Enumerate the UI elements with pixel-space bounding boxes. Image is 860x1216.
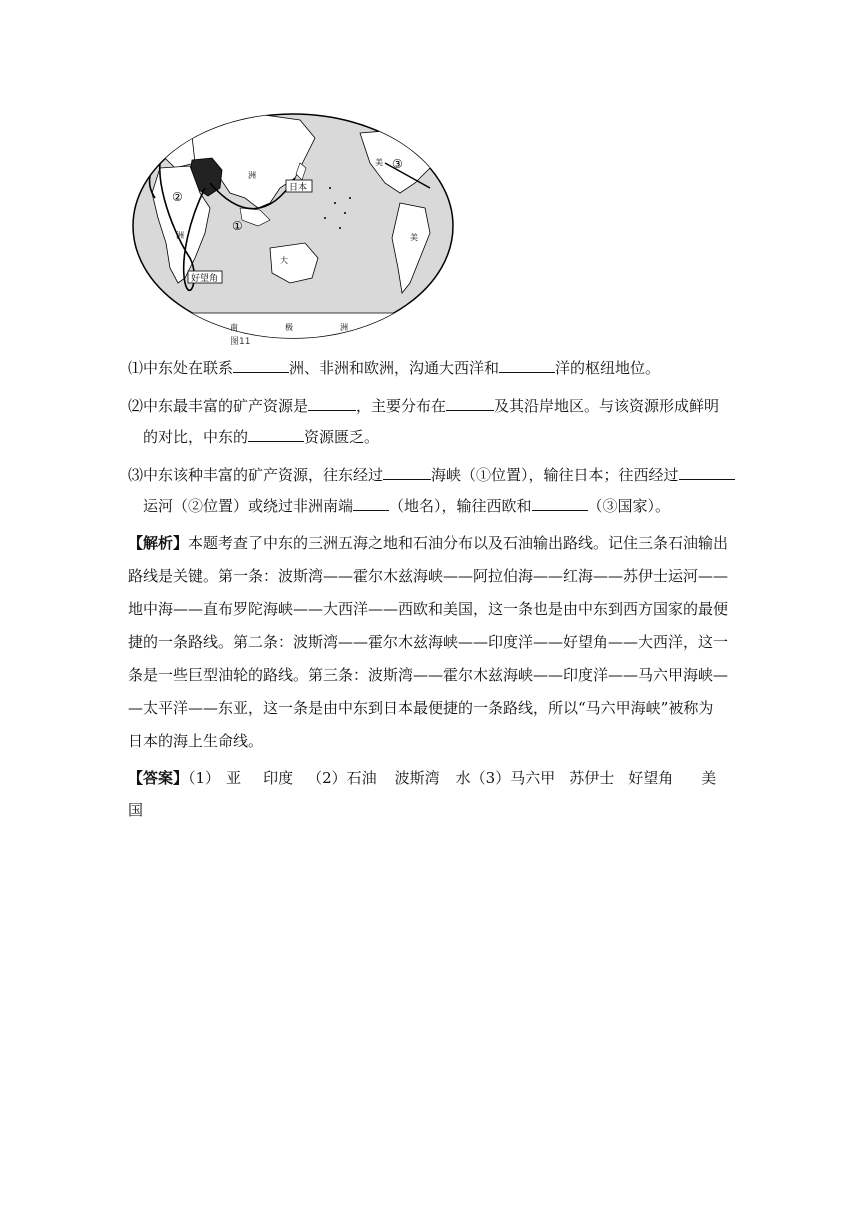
q1-blank-1[interactable] xyxy=(233,358,289,373)
q2-line2-prefix: 的对比，中东的 xyxy=(143,428,249,446)
answer-item-1: （1） xyxy=(188,769,221,787)
answer-line-1 xyxy=(128,768,716,788)
question-3 xyxy=(128,465,735,485)
answer-item-6: 水（3）马六甲 xyxy=(455,769,556,787)
answer-item-3: 印度 xyxy=(263,769,294,787)
q3-line2-suffix: （③国家）。 xyxy=(587,497,671,515)
q2-blank-2[interactable] xyxy=(446,396,494,411)
q1-mid: 洲、非洲和欧洲，沟通大西洋和 xyxy=(289,359,500,377)
japan-label: 日本 xyxy=(289,183,308,193)
marker-1: ① xyxy=(232,219,243,233)
answer-line-2: 国 xyxy=(128,801,144,819)
figure-caption: 图11 xyxy=(230,337,251,347)
q3-blank-3[interactable] xyxy=(353,496,389,511)
q2-mid: ，主要分布在 xyxy=(356,397,447,415)
cape-label: 好望角 xyxy=(191,274,219,284)
analysis-text-1: 本题考查了中东的三洲五海之地和石油分布以及石油输出路线。记住三条石油输出 xyxy=(188,534,729,552)
question-2 xyxy=(128,396,719,416)
antarctica-label-2: 极 xyxy=(285,323,293,332)
analysis-line-4: 捷的一条路线。第二条：波斯湾——霍尔木兹海峡——印度洋——好望角——大西洋，这一 xyxy=(128,633,729,651)
q3-line2-prefix: 运河（②位置）或绕过非洲南端 xyxy=(143,497,354,515)
question-3-line-2 xyxy=(143,496,670,516)
analysis-line-1 xyxy=(128,533,728,553)
q2-blank-3[interactable] xyxy=(248,427,304,442)
q2-suffix: 及其沿岸地区。与该资源形成鲜明 xyxy=(494,397,720,415)
europe-landmass xyxy=(150,118,195,168)
question-2-line-2 xyxy=(143,427,379,447)
world-map xyxy=(130,108,460,348)
question-1 xyxy=(128,358,660,378)
answer-item-4: （2）石油 xyxy=(307,769,377,787)
analysis-line-2: 路线是关键。第一条：波斯湾——霍尔木兹海峡——阿拉伯海——红海——苏伊士运河—— xyxy=(128,567,729,585)
marker-2: ② xyxy=(172,190,183,204)
usa-label: 美 xyxy=(375,158,383,167)
q3-mid: 海峡（①位置），输往日本；往西经过 xyxy=(431,466,679,484)
q1-suffix: 洋的枢纽地位。 xyxy=(555,359,661,377)
q1-prefix: ⑴中东处在联系 xyxy=(128,359,234,377)
marker-3: ③ xyxy=(392,157,403,171)
q3-prefix: ⑶中东该种丰富的矿产资源，往东经过 xyxy=(128,466,384,484)
africa-label: 洲 xyxy=(176,231,184,240)
answer-item-5: 波斯湾 xyxy=(394,769,440,787)
q2-blank-1[interactable] xyxy=(308,396,356,411)
oceania-label: 大 xyxy=(280,256,288,265)
q3-blank-2[interactable] xyxy=(679,465,735,480)
analysis-line-3: 地中海——直布罗陀海峡——大西洋——西欧和美国，这一条也是由中东到西方国家的最便 xyxy=(128,600,729,618)
antarctica-landmass xyxy=(130,313,460,348)
answer-tag: 【答案】 xyxy=(128,769,189,787)
answer-item-7: 苏伊士 xyxy=(569,769,615,787)
q2-line2-suffix: 资源匮乏。 xyxy=(304,428,380,446)
world-map-figure xyxy=(130,108,460,348)
analysis-line-7: 日本的海上生命线。 xyxy=(128,732,264,750)
answer-item-2: 亚 xyxy=(226,769,242,787)
q3-blank-4[interactable] xyxy=(532,496,588,511)
analysis-tag: 【解析】 xyxy=(128,534,189,552)
q1-blank-2[interactable] xyxy=(499,358,555,373)
asia-label: 洲 xyxy=(248,171,256,180)
q2-prefix: ⑵中东最丰富的矿产资源是 xyxy=(128,397,309,415)
antarctica-label-3: 洲 xyxy=(340,323,348,332)
answer-item-9: 美 xyxy=(701,769,717,787)
analysis-line-5: 条是一些巨型油轮的路线。第三条：波斯湾——霍尔木兹海峡——印度洋——马六甲海峡— xyxy=(128,666,729,684)
answer-item-8: 好望角 xyxy=(628,769,674,787)
antarctica-label-1: 南 xyxy=(230,323,238,332)
q3-blank-1[interactable] xyxy=(383,465,431,480)
q3-line2-mid: （地名），输往西欧和 xyxy=(389,497,532,515)
analysis-line-6: —太平洋——东亚，这一条是由中东到日本最便捷的一条路线，所以“马六甲海峡”被称为 xyxy=(128,699,714,717)
south-america-label: 美 xyxy=(410,233,418,242)
